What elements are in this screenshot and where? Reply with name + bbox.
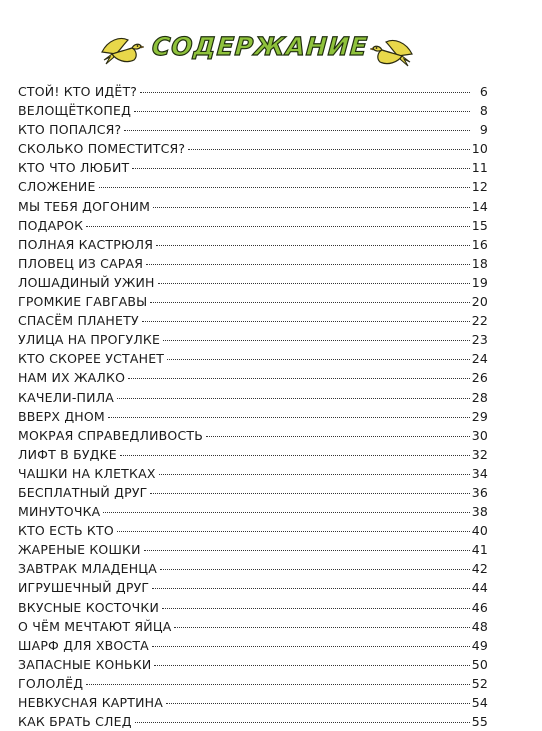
dot-leader xyxy=(163,340,470,341)
toc-entry-page-number: 34 xyxy=(471,465,488,481)
dot-leader xyxy=(154,665,469,666)
toc-entry xyxy=(18,139,488,158)
toc-entry xyxy=(18,445,488,464)
toc-entry-title: СПАСЁМ ПЛАНЕТУ xyxy=(18,313,139,329)
toc-entry xyxy=(18,101,488,120)
toc-entry-title: ПОЛНАЯ КАСТРЮЛЯ xyxy=(18,236,154,252)
bird-icon xyxy=(370,32,416,76)
dot-leader xyxy=(142,321,470,322)
toc-entry-title: КАК БРАТЬ СЛЕД xyxy=(18,714,132,730)
dot-leader xyxy=(166,703,470,704)
dot-leader xyxy=(134,111,470,112)
toc-entry-page-number: 29 xyxy=(471,408,488,424)
toc-entry-title: ШАРФ ДЛЯ ХВОСТА xyxy=(18,637,149,653)
toc-entry-title: ЛИФТ В БУДКЕ xyxy=(18,446,117,462)
toc-entry xyxy=(18,483,488,502)
toc-entry xyxy=(18,254,488,273)
toc-entry-page-number: 10 xyxy=(471,141,488,157)
dot-leader xyxy=(153,207,470,208)
toc-entry-title: ЗАВТРАК МЛАДЕНЦА xyxy=(18,561,157,577)
dot-leader xyxy=(146,264,470,265)
toc-entry-page-number: 15 xyxy=(471,217,488,233)
dot-leader xyxy=(132,168,469,169)
toc-entry-title: СКОЛЬКО ПОМЕСТИТСЯ? xyxy=(18,141,186,157)
toc-entry-page-number: 50 xyxy=(471,656,488,672)
toc-entry xyxy=(18,636,488,655)
toc-entry-page-number: 49 xyxy=(471,637,488,653)
toc-entry xyxy=(18,540,488,559)
dot-leader xyxy=(144,550,470,551)
dot-leader xyxy=(117,398,470,399)
toc-entry-title: ВЕЛОЩЁТКОПЕД xyxy=(18,103,132,119)
dot-leader xyxy=(120,455,470,456)
toc-entry-page-number: 48 xyxy=(471,618,488,634)
toc-entry-page-number: 8 xyxy=(479,103,488,119)
toc-entry xyxy=(18,235,488,254)
toc-entry-title: БЕСПЛАТНЫЙ ДРУГ xyxy=(18,484,148,500)
toc-entry-page-number: 41 xyxy=(471,542,488,558)
dot-leader xyxy=(188,149,469,150)
dot-leader xyxy=(86,226,469,227)
toc-entry xyxy=(18,502,488,521)
toc-entry-title: ЛОШАДИНЫЙ УЖИН xyxy=(18,274,155,290)
dot-leader xyxy=(162,608,470,609)
toc-entry-title: КТО СКОРЕЕ УСТАНЕТ xyxy=(18,351,165,367)
toc-entry-page-number: 30 xyxy=(471,427,488,443)
toc-entry-page-number: 28 xyxy=(471,389,488,405)
toc-entry-page-number: 55 xyxy=(471,714,488,730)
toc-entry-page-number: 16 xyxy=(471,236,488,252)
dot-leader xyxy=(150,493,469,494)
toc-entry-page-number: 9 xyxy=(479,122,488,138)
dot-leader xyxy=(86,684,470,685)
dot-leader xyxy=(167,359,470,360)
toc-entry-title: НАМ ИХ ЖАЛКО xyxy=(18,370,126,386)
toc-entry xyxy=(18,598,488,617)
toc-entry-title: ГРОМКИЕ ГАВГАВЫ xyxy=(18,294,148,310)
toc-entry xyxy=(18,521,488,540)
toc-entry xyxy=(18,407,488,426)
toc-entry-page-number: 22 xyxy=(471,313,488,329)
dot-leader xyxy=(140,92,470,93)
toc-entry-page-number: 11 xyxy=(471,160,488,176)
toc-entry-page-number: 44 xyxy=(471,580,488,596)
toc-entry xyxy=(18,368,488,387)
dot-leader xyxy=(152,646,470,647)
toc-entry-page-number: 14 xyxy=(471,198,488,214)
toc-entry xyxy=(18,292,488,311)
toc-entry xyxy=(18,349,488,368)
toc-entry xyxy=(18,693,488,712)
toc-entry-title: КТО ЕСТЬ КТО xyxy=(18,523,114,539)
dot-leader xyxy=(160,569,470,570)
toc-entry xyxy=(18,120,488,139)
toc-entry-page-number: 54 xyxy=(471,695,488,710)
table-of-contents xyxy=(18,82,488,731)
toc-entry-title: ЖАРЕНЫЕ КОШКИ xyxy=(18,542,141,558)
dot-leader xyxy=(174,627,469,628)
toc-entry-title: КТО ПОПАЛСЯ? xyxy=(18,122,122,138)
bird-icon xyxy=(98,30,144,74)
dot-leader xyxy=(117,531,470,532)
toc-entry-page-number: 24 xyxy=(471,351,488,367)
toc-entry-page-number: 20 xyxy=(471,294,488,310)
dot-leader xyxy=(99,187,470,188)
toc-entry-title: МЫ ТЕБЯ ДОГОНИМ xyxy=(18,198,151,214)
toc-entry-page-number: 40 xyxy=(471,523,488,539)
dot-leader xyxy=(108,417,470,418)
toc-entry xyxy=(18,273,488,292)
toc-entry-title: ПОДАРОК xyxy=(18,217,84,233)
toc-entry-page-number: 23 xyxy=(471,332,488,348)
toc-entry xyxy=(18,158,488,177)
toc-entry xyxy=(18,177,488,196)
toc-entry-page-number: 38 xyxy=(471,504,488,520)
toc-entry-page-number: 32 xyxy=(471,446,488,462)
toc-entry xyxy=(18,559,488,578)
dot-leader xyxy=(206,436,470,437)
toc-entry-page-number: 26 xyxy=(471,370,488,386)
dot-leader xyxy=(135,722,470,723)
toc-entry xyxy=(18,330,488,349)
toc-entry-title: УЛИЦА НА ПРОГУЛКЕ xyxy=(18,332,161,348)
dot-leader xyxy=(128,378,470,379)
dot-leader xyxy=(124,130,470,131)
toc-entry xyxy=(18,197,488,216)
toc-entry xyxy=(18,712,488,731)
toc-entry-title: ВВЕРХ ДНОМ xyxy=(18,408,105,424)
toc-entry xyxy=(18,426,488,445)
page-title: СОДЕРЖАНИЕ xyxy=(150,32,370,61)
toc-entry-page-number: 36 xyxy=(471,484,488,500)
dot-leader xyxy=(103,512,469,513)
toc-entry-title: ВКУСНЫЕ КОСТОЧКИ xyxy=(18,599,160,615)
dot-leader xyxy=(150,302,469,303)
toc-entry-title: МИНУТОЧКА xyxy=(18,504,101,520)
toc-entry-title: НЕВКУСНАЯ КАРТИНА xyxy=(18,695,164,710)
toc-entry-title: ЗАПАСНЫЕ КОНЬКИ xyxy=(18,656,152,672)
toc-entry xyxy=(18,578,488,597)
header xyxy=(0,26,542,76)
toc-entry-title: СТОЙ! КТО ИДЁТ? xyxy=(18,84,138,99)
toc-entry-title: ЧАШКИ НА КЛЕТКАХ xyxy=(18,465,156,481)
dot-leader xyxy=(158,283,470,284)
toc-entry xyxy=(18,388,488,407)
toc-entry xyxy=(18,216,488,235)
toc-entry-page-number: 46 xyxy=(471,599,488,615)
toc-entry-title: ГОЛОЛЁД xyxy=(18,675,84,691)
dot-leader xyxy=(159,474,470,475)
dot-leader xyxy=(152,588,469,589)
toc-entry-title: О ЧЁМ МЕЧТАЮТ ЯЙЦА xyxy=(18,618,172,634)
toc-entry-page-number: 52 xyxy=(471,675,488,691)
toc-entry xyxy=(18,311,488,330)
toc-entry-page-number: 6 xyxy=(479,84,488,99)
toc-entry-title: СЛОЖЕНИЕ xyxy=(18,179,96,195)
dot-leader xyxy=(156,245,470,246)
toc-entry-title: КАЧЕЛИ-ПИЛА xyxy=(18,389,115,405)
toc-entry-title: МОКРАЯ СПРАВЕДЛИВОСТЬ xyxy=(18,427,204,443)
toc-entry xyxy=(18,655,488,674)
toc-entry-page-number: 19 xyxy=(471,274,488,290)
toc-entry xyxy=(18,464,488,483)
toc-entry-title: КТО ЧТО ЛЮБИТ xyxy=(18,160,130,176)
toc-entry xyxy=(18,82,488,101)
toc-entry-title: ПЛОВЕЦ ИЗ САРАЯ xyxy=(18,255,144,271)
toc-entry xyxy=(18,617,488,636)
toc-entry-page-number: 18 xyxy=(471,255,488,271)
toc-entry-title: ИГРУШЕЧНЫЙ ДРУГ xyxy=(18,580,150,596)
toc-entry-page-number: 12 xyxy=(471,179,488,195)
toc-entry xyxy=(18,674,488,693)
toc-entry-page-number: 42 xyxy=(471,561,488,577)
